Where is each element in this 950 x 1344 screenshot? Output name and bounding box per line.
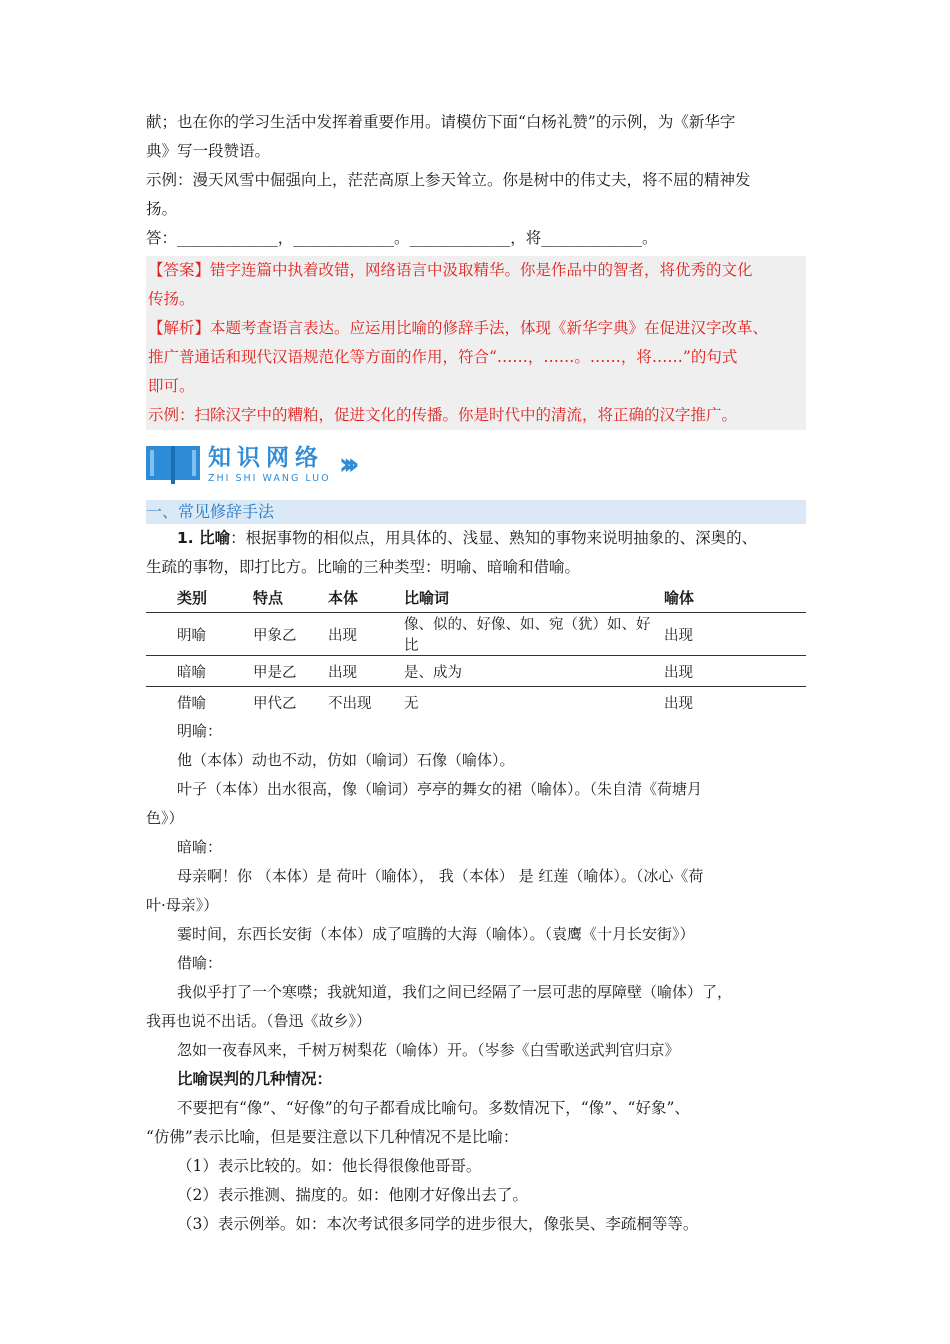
- metaphor-types-table: [146, 582, 806, 717]
- chevron-right-icon: ›››: [338, 446, 352, 482]
- table-cell: 甲代乙: [253, 695, 297, 712]
- table-row: [146, 613, 806, 656]
- analysis-line-2: 推广普通话和现代汉语规范化等方面的作用，符合“……，……。……，将……”的句式: [148, 348, 738, 366]
- header-comparator: 比喻词: [404, 582, 664, 613]
- table-cell: 无: [404, 695, 419, 712]
- header-category: 类别: [177, 582, 253, 613]
- example-line-2: 扬。: [146, 200, 178, 218]
- simile-example-1: 他（本体）动也不动，仿如（喻词）石像（喻体）。: [177, 751, 515, 769]
- table-row: [146, 687, 806, 718]
- metonymic-example-1-cont: 我再也说不出话。（鲁迅《故乡》）: [146, 1012, 372, 1030]
- table-cell: 明喻: [177, 613, 253, 656]
- simile-example-2-cont: 色》）: [146, 809, 184, 827]
- answer-blank-line: 答：_____________，_____________。_____________，将_____________。: [146, 229, 658, 247]
- metaphor-example-1-cont: 叶·母亲》）: [146, 896, 219, 914]
- metaphor-definition-2: 生疏的事物，即打比方。比喻的三种类型：明喻、暗喻和借喻。: [146, 558, 581, 576]
- header-tenor: 本体: [328, 582, 404, 613]
- table-header-row: [146, 582, 806, 613]
- knowledge-network-banner: [146, 436, 806, 492]
- table-cell: 暗喻: [177, 656, 253, 687]
- metaphor-definition-text: ：根据事物的相似点，用具体的、浅显、熟知的事物来说明抽象的、深奥的、: [230, 529, 758, 547]
- answer-analysis-block: [146, 256, 806, 430]
- metaphor-definition: [146, 524, 806, 553]
- intro-line-1: 献；也在你的学习生活中发挥着重要作用。请模仿下面“白杨礼赞”的示例，为《新华字: [146, 113, 736, 131]
- analysis-line-1: 【解析】本题考查语言表达。应运用比喻的修辞手法，体现《新华字典》在促进汉字改革、: [148, 319, 769, 337]
- misjudge-title: 比喻误判的几种情况：: [177, 1070, 333, 1088]
- table-cell: 借喻: [177, 695, 206, 712]
- metonymic-example-1: 我似乎打了一个寒噤；我就知道，我们之间已经隔了一层可悲的厚障壁（喻体）了，: [177, 983, 733, 1001]
- answer-line-1: 【答案】错字连篇中执着改错，网络语言中汲取精华。你是作品中的智者，将优秀的文化: [148, 261, 753, 279]
- header-feature: 特点: [253, 582, 328, 613]
- table-cell: 不出现: [328, 695, 372, 712]
- table-cell: 甲是乙: [253, 656, 328, 687]
- banner-title: 知识网络: [208, 444, 324, 471]
- table-cell: 甲象乙: [253, 613, 328, 656]
- table-cell: 出现: [664, 695, 693, 712]
- metaphor-label-an: 暗喻：: [177, 838, 223, 856]
- header-vehicle: 喻体: [664, 582, 806, 613]
- table-cell: 出现: [664, 656, 806, 687]
- misjudge-para-1-cont: “仿佛”表示比喻，但是要注意以下几种情况不是比喻：: [146, 1128, 519, 1146]
- intro-line-2: 典》写一段赞语。: [146, 142, 271, 160]
- section-heading: 一、常见修辞手法: [146, 500, 806, 524]
- document-page: [146, 108, 806, 1239]
- simile-label: 明喻：: [177, 722, 223, 740]
- example-line-1: 示例：漫天风雪中倔强向上，茫茫高原上参天耸立。你是树中的伟丈夫，将不屈的精神发: [146, 171, 751, 189]
- table-row: [146, 656, 806, 687]
- table-cell: 像、似的、好像、如、宛（犹）如、好比: [404, 613, 664, 656]
- open-book-icon: [146, 444, 200, 484]
- answer-line-2: 传扬。: [148, 290, 195, 308]
- table-cell: 出现: [664, 613, 806, 656]
- metaphor-example-1: 母亲啊！你 （本体）是 荷叶（喻体）， 我（本体） 是 红莲（喻体）。（冰心《荷: [177, 867, 704, 885]
- simile-example-2: 叶子（本体）出水很高，像（喻词）亭亭的舞女的裙（喻体）。（朱自清《荷塘月: [177, 780, 703, 798]
- banner-subtitle: ZHI SHI WANG LUO: [208, 472, 331, 484]
- misjudge-case-1: （1）表示比较的。如：他长得很像他哥哥。: [177, 1157, 482, 1175]
- table-cell: 是、成为: [404, 656, 664, 687]
- table-cell: 出现: [328, 613, 404, 656]
- misjudge-case-2: （2）表示推测、揣度的。如：他刚才好像出去了。: [177, 1186, 528, 1204]
- metaphor-example-2: 霎时间，东西长安街（本体）成了喧腾的大海（喻体）。（袁鹰《十月长安街》）: [177, 925, 695, 943]
- table-cell: 出现: [328, 656, 404, 687]
- misjudge-case-3: （3）表示例举。如：本次考试很多同学的进步很大，像张昊、李疏桐等等。: [177, 1215, 699, 1233]
- analysis-line-3: 即可。: [148, 377, 195, 395]
- metonymic-label: 借喻：: [177, 954, 223, 972]
- analysis-line-4: 示例：扫除汉字中的糟粕，促进文化的传播。你是时代中的清流，将正确的汉字推广。: [148, 406, 738, 424]
- metonymic-example-2: 忽如一夜春风来，千树万树梨花（喻体）开。（岑参《白雪歌送武判官归京》: [177, 1041, 680, 1059]
- misjudge-para-1: 不要把有“像”、“好像”的句子都看成比喻句。多数情况下，“像”、“好象”、: [177, 1099, 690, 1117]
- metaphor-label: 1. 比喻: [177, 529, 231, 547]
